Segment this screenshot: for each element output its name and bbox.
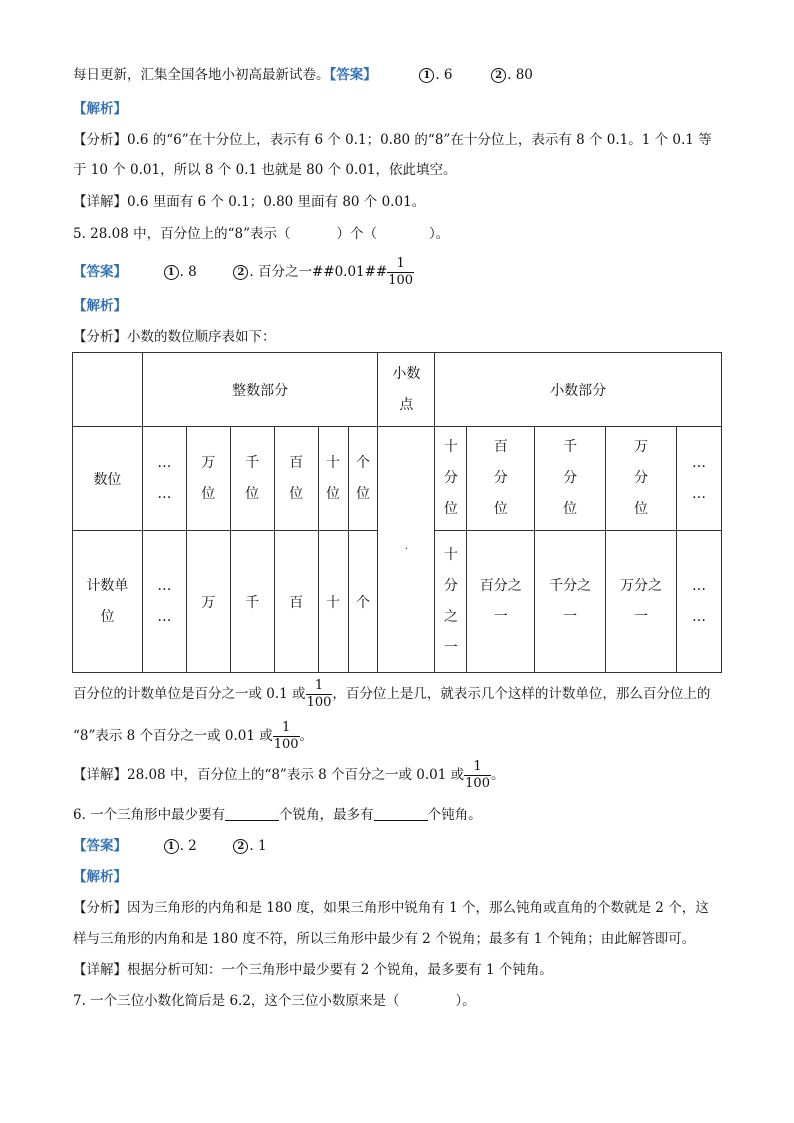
- table-cell: 百分之 一: [467, 531, 535, 673]
- analysis-tag: 【分析】: [73, 900, 127, 916]
- answer-tag: 【答案】: [73, 838, 127, 854]
- circled-number-2: 2: [233, 839, 248, 854]
- table-cell: 个 位: [348, 427, 378, 531]
- table-cell: 百 位: [274, 427, 318, 531]
- circled-number-2: 2: [491, 68, 506, 83]
- answer-2: . 百分之一##0.01##: [249, 264, 388, 280]
- answer-line-q4: [73, 66, 533, 84]
- answer-blank: [374, 808, 428, 821]
- jiexi-tag: 【解析】: [73, 298, 127, 314]
- answer-q5: [73, 254, 414, 290]
- answer-2: . 80: [507, 67, 533, 83]
- fraction: $\frac{1}{100}$: [465, 759, 490, 791]
- detail-text: 。: [490, 767, 505, 783]
- analysis-q4-line1: [73, 131, 712, 149]
- jiexi-tag: 【解析】: [73, 869, 127, 885]
- answer-2: . 1: [249, 838, 267, 854]
- circled-number-2: 2: [233, 265, 248, 280]
- analysis-q5: [73, 328, 276, 346]
- table-cell: 千 分 位: [535, 427, 606, 531]
- table-cell: 千 位: [230, 427, 274, 531]
- circled-number-1: 1: [164, 839, 179, 854]
- table-cell: 万 分 位: [606, 427, 677, 531]
- question-6: [73, 806, 482, 824]
- question-text: 个锐角，最多有: [279, 807, 374, 823]
- explain-text: “8”表示 8 个百分之一或 0.01 或: [73, 728, 273, 744]
- detail-q5: [73, 757, 504, 793]
- table-cell: … …: [142, 427, 186, 531]
- decimal-point-header: 小数 点: [378, 353, 435, 427]
- detail-tag: 【详解】: [73, 962, 127, 978]
- question-text: ）。: [429, 226, 450, 242]
- answer-1: . 8: [179, 264, 197, 280]
- analysis-text: 小数的数位顺序表如下：: [127, 329, 276, 345]
- answer-tag: 【答案】: [73, 264, 127, 280]
- detail-tag: 【详解】: [73, 194, 127, 210]
- answer-blank: [225, 808, 279, 821]
- detail-text: 28.08 中，百分位上的“8”表示 8 个百分之一或 0.01 或: [127, 767, 465, 783]
- table-cell: 百 分 位: [467, 427, 535, 531]
- table-cell: … …: [142, 531, 186, 673]
- detail-text: 0.6 里面有 6 个 0.1；0.80 里面有 80 个 0.01。: [127, 194, 426, 210]
- table-corner: [73, 353, 143, 427]
- table-cell: 十: [318, 531, 348, 673]
- table-cell: 千: [230, 531, 274, 673]
- question-text: 6. 一个三角形中最少要有: [73, 807, 226, 823]
- unit-row-label: 计数单 位: [73, 531, 143, 673]
- explain-q5-line1: [73, 676, 710, 712]
- table-cell: … …: [676, 531, 721, 673]
- place-value-table: [72, 352, 722, 673]
- analysis-text: 0.6 的“6”在十分位上，表示有 6 个 0.1；0.80 的“8”在十分位上，表示有 8 个 0.1。1 个 0.1 等: [127, 132, 712, 148]
- circled-number-1: 1: [419, 68, 434, 83]
- place-row: [73, 427, 722, 531]
- table-cell: 千分之 一: [535, 531, 606, 673]
- analysis-text: 因为三角形的内角和是 180 度，如果三角形中锐角有 1 个，那么钝角或直角的个数就是 2 个，这: [127, 900, 709, 916]
- circled-number-1: 1: [164, 265, 179, 280]
- explain-text: ，百分位上是几，就表示几个这样的计数单位，那么百分位上的: [332, 686, 711, 702]
- question-7: [73, 992, 476, 1010]
- answer-1: . 2: [179, 838, 197, 854]
- decimal-point-cell: ·: [378, 427, 435, 673]
- explain-q5-line2: [73, 718, 313, 754]
- integer-part-header: 整数部分: [142, 353, 378, 427]
- answer-tag: 【答案】: [329, 67, 377, 83]
- table-header-row: [73, 353, 722, 427]
- decimal-part-header: 小数部分: [435, 353, 722, 427]
- analysis-q6-line2: 样与三角形的内角和是 180 度不符，所以三角形中最少有 2 个锐角；最多有 1 个钝角；由此解答即可。: [73, 931, 696, 947]
- detail-text: 根据分析可知：一个三角形中最少要有 2 个锐角，最多要有 1 个钝角。: [127, 962, 553, 978]
- table-cell: 十 位: [318, 427, 348, 531]
- question-text: 5. 28.08 中，百分位上的“8”表示（: [73, 226, 291, 242]
- fraction: $\frac{1}{100}$: [388, 256, 414, 288]
- table-cell: 万分之 一: [606, 531, 677, 673]
- table-cell: 万: [186, 531, 230, 673]
- analysis-q4-line2: 于 10 个 0.01，所以 8 个 0.1 也就是 80 个 0.01，依此填空。: [73, 162, 457, 178]
- question-text: ）个（: [336, 226, 378, 242]
- question-text: 7. 一个三位小数化简后是 6.2，这个三位小数原来是（: [73, 993, 400, 1009]
- table-cell: 十 分 之 一: [435, 531, 467, 673]
- fraction: $\frac{1}{100}$: [273, 720, 299, 752]
- detail-q6: [73, 961, 553, 979]
- detail-tag: 【详解】: [73, 767, 127, 783]
- explain-text: 。: [299, 728, 314, 744]
- answer-q6: [73, 837, 267, 855]
- explain-text: 百分位的计数单位是百分之一或 0.1 或: [73, 686, 306, 702]
- table-cell: 个: [348, 531, 378, 673]
- analysis-tag: 【分析】: [73, 132, 127, 148]
- detail-q4: [73, 193, 425, 211]
- fraction: $\frac{1}{100}$: [306, 678, 332, 710]
- answer-1: . 6: [435, 67, 453, 83]
- analysis-q6-line1: [73, 899, 709, 917]
- table-cell: 万 位: [186, 427, 230, 531]
- analysis-tag: 【分析】: [73, 329, 127, 345]
- table-cell: 百: [274, 531, 318, 673]
- question-5: [73, 225, 449, 243]
- question-text: 个钝角。: [427, 807, 482, 823]
- source-note: 每日更新，汇集全国各地小初高最新试卷。: [73, 67, 330, 83]
- question-text: ）。: [455, 993, 476, 1009]
- place-row-label: 数位: [73, 427, 143, 531]
- table-cell: 十 分 位: [435, 427, 467, 531]
- table-cell: … …: [676, 427, 721, 531]
- jiexi-tag: 【解析】: [73, 101, 127, 117]
